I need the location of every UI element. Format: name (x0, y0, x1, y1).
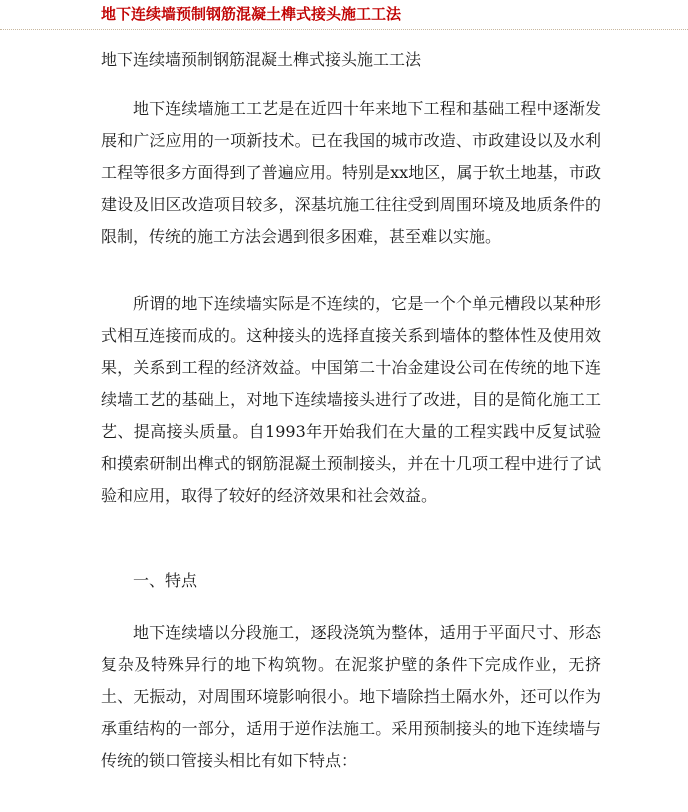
features-paragraph: 地下连续墙以分段施工，逐段浇筑为整体，适用于平面尺寸、形态复杂及特殊异行的地下构筑物。在泥浆护壁的条件下完成作业，无挤土、无振动，对周围环境影响很小。地下墙除挡土隔水外，还可以作为承重结构的一部分，适用于逆作法施工。采用预制接头的地下连续墙与传统的锁口管接头相比有如下特点： (101, 623, 601, 770)
header-title: 地下连续墙预制钢筋混凝土榫式接头施工工法 (101, 5, 402, 23)
intro-paragraph: 地下连续墙施工工艺是在近四十年来地下工程和基础工程中逐渐发展和广泛应用的一项新技术。已在我国的城市改造、市政建设以及水利工程等很多方面得到了普遍应用。特别是xx地区，属于软土地基，市政建设及旧区改造项目较多，深基坑施工往往受到周围环境及地质条件的限制，传统的施工方法会遇到很多困难，甚至难以实施。 (101, 99, 601, 246)
page-header (0, 0, 688, 30)
section-heading-features: 一、特点 (133, 571, 198, 590)
joint-paragraph: 所谓的地下连续墙实际是不连续的，它是一个个单元槽段以某种形式相互连接而成的。这种接头的选择直接关系到墙体的整体性及使用效果，关系到工程的经济效益。中国第二十冶金建设公司在传统的地下连续墙工艺的基础上，对地下连续墙接头进行了改进，目的是简化施工工艺、提高接头质量。自1993年开始我们在大量的工程实践中反复试验和摸索研制出榫式的钢筋混凝土预制接头，并在十几项工程中进行了试验和应用，取得了较好的经济效果和社会效益。 (101, 294, 601, 505)
document-title: 地下连续墙预制钢筋混凝土榫式接头施工工法 (101, 50, 422, 69)
